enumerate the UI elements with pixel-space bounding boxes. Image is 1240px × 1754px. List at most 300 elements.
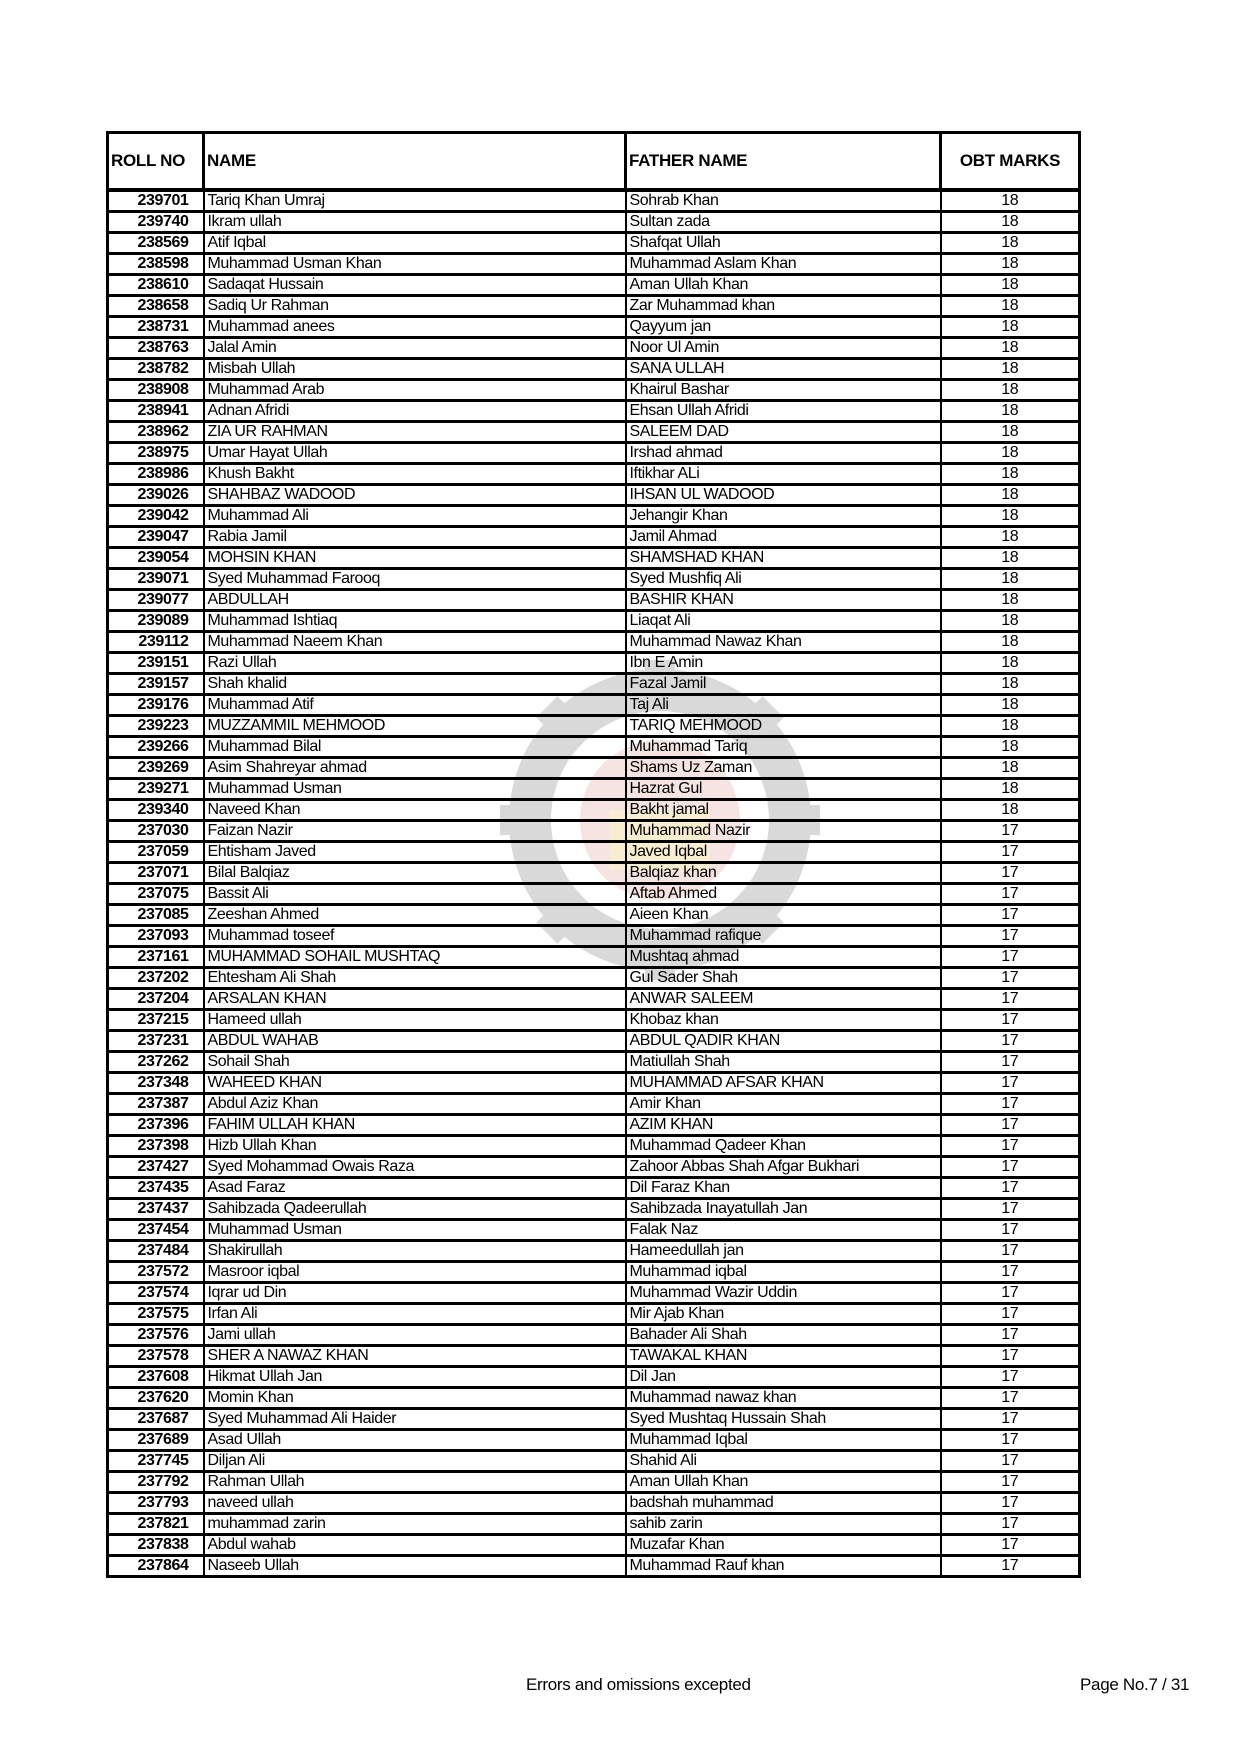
table-row	[108, 1472, 1080, 1493]
roll-no-cell: 237231	[108, 1031, 204, 1052]
father-name-cell: Balqiaz khan	[626, 863, 941, 884]
name-cell: Tariq Khan Umraj	[204, 190, 626, 212]
name-cell: Hameed ullah	[204, 1010, 626, 1031]
obt-marks-cell: 17	[941, 968, 1080, 989]
table-header-row	[108, 133, 1080, 191]
name-cell: Atif Iqbal	[204, 233, 626, 254]
obt-marks-cell: 18	[941, 296, 1080, 317]
name-cell: Syed Muhammad Ali Haider	[204, 1409, 626, 1430]
table-row	[108, 758, 1080, 779]
table-row	[108, 1367, 1080, 1388]
name-cell: Ikram ullah	[204, 212, 626, 233]
name-cell: Shah khalid	[204, 674, 626, 695]
name-cell: Syed Muhammad Farooq	[204, 569, 626, 590]
name-cell: Muhammad Arab	[204, 380, 626, 401]
table-row	[108, 1199, 1080, 1220]
table-row	[108, 695, 1080, 716]
roll-no-cell: 237348	[108, 1073, 204, 1094]
obt-marks-cell: 17	[941, 884, 1080, 905]
name-cell: Rahman Ullah	[204, 1472, 626, 1493]
obt-marks-cell: 18	[941, 674, 1080, 695]
roll-no-cell: 238731	[108, 317, 204, 338]
roll-no-cell: 239047	[108, 527, 204, 548]
obt-marks-cell: 18	[941, 359, 1080, 380]
father-name-cell: Gul Sader Shah	[626, 968, 941, 989]
name-cell: Hikmat Ullah Jan	[204, 1367, 626, 1388]
obt-marks-cell: 18	[941, 317, 1080, 338]
table-row	[108, 1178, 1080, 1199]
obt-marks-cell: 17	[941, 1283, 1080, 1304]
father-name-cell: Muhammad Rauf khan	[626, 1556, 941, 1577]
table-row	[108, 1409, 1080, 1430]
name-cell: ARSALAN KHAN	[204, 989, 626, 1010]
obt-marks-cell: 17	[941, 1451, 1080, 1472]
roll-no-cell: 237215	[108, 1010, 204, 1031]
father-name-cell: Taj Ali	[626, 695, 941, 716]
father-name-cell: IHSAN UL WADOOD	[626, 485, 941, 506]
obt-marks-cell: 17	[941, 1430, 1080, 1451]
obt-marks-cell: 17	[941, 1325, 1080, 1346]
obt-marks-cell: 18	[941, 590, 1080, 611]
table-row	[108, 1220, 1080, 1241]
name-cell: Syed Mohammad Owais Raza	[204, 1157, 626, 1178]
table-row	[108, 1136, 1080, 1157]
father-name-cell: badshah muhammad	[626, 1493, 941, 1514]
name-cell: Diljan Ali	[204, 1451, 626, 1472]
table-row	[108, 443, 1080, 464]
father-name-cell: Muhammad rafique	[626, 926, 941, 947]
father-name-cell: Fazal Jamil	[626, 674, 941, 695]
obt-marks-cell: 17	[941, 947, 1080, 968]
father-name-cell: Aman Ullah Khan	[626, 275, 941, 296]
obt-marks-cell: 18	[941, 380, 1080, 401]
roll-no-cell: 237620	[108, 1388, 204, 1409]
table-row	[108, 1094, 1080, 1115]
roll-no-cell: 237454	[108, 1220, 204, 1241]
father-name-cell: Hazrat Gul	[626, 779, 941, 800]
table-row	[108, 1388, 1080, 1409]
roll-no-cell: 237572	[108, 1262, 204, 1283]
roll-no-cell: 239071	[108, 569, 204, 590]
table-row	[108, 1325, 1080, 1346]
name-cell: Muhammad Usman	[204, 779, 626, 800]
father-name-cell: Mir Ajab Khan	[626, 1304, 941, 1325]
roll-no-cell: 239157	[108, 674, 204, 695]
roll-no-cell: 237484	[108, 1241, 204, 1262]
table-row	[108, 1115, 1080, 1136]
table-row	[108, 1241, 1080, 1262]
obt-marks-cell: 17	[941, 989, 1080, 1010]
name-cell: Muhammad Bilal	[204, 737, 626, 758]
father-name-cell: Aman Ullah Khan	[626, 1472, 941, 1493]
roll-no-cell: 237396	[108, 1115, 204, 1136]
father-name-cell: Muhammad Wazir Uddin	[626, 1283, 941, 1304]
table-row	[108, 968, 1080, 989]
obt-marks-cell: 17	[941, 1052, 1080, 1073]
father-name-cell: Muhammad nawaz khan	[626, 1388, 941, 1409]
father-name-cell: Javed Iqbal	[626, 842, 941, 863]
father-name-cell: Muhammad Aslam Khan	[626, 254, 941, 275]
father-name-cell: ANWAR SALEEM	[626, 989, 941, 1010]
roll-no-cell: 238598	[108, 254, 204, 275]
obt-marks-cell: 18	[941, 422, 1080, 443]
obt-marks-cell: 17	[941, 842, 1080, 863]
father-name-cell: Muhammad iqbal	[626, 1262, 941, 1283]
roll-no-cell: 237262	[108, 1052, 204, 1073]
obt-marks-cell: 17	[941, 1514, 1080, 1535]
name-cell: Asad Faraz	[204, 1178, 626, 1199]
table-row	[108, 548, 1080, 569]
table-row	[108, 1031, 1080, 1052]
name-cell: Faizan Nazir	[204, 821, 626, 842]
father-name-cell: Muhammad Nawaz Khan	[626, 632, 941, 653]
obt-marks-cell: 17	[941, 863, 1080, 884]
name-cell: Bilal Balqiaz	[204, 863, 626, 884]
table-row	[108, 1535, 1080, 1556]
obt-marks-cell: 18	[941, 611, 1080, 632]
roll-no-cell: 237576	[108, 1325, 204, 1346]
roll-no-cell: 238941	[108, 401, 204, 422]
table-row	[108, 190, 1080, 212]
table-row	[108, 821, 1080, 842]
father-name-cell: AZIM KHAN	[626, 1115, 941, 1136]
obt-marks-cell: 18	[941, 338, 1080, 359]
name-cell: Muhammad Ali	[204, 506, 626, 527]
table-row	[108, 632, 1080, 653]
obt-marks-cell: 17	[941, 1073, 1080, 1094]
father-name-cell: Mushtaq ahmad	[626, 947, 941, 968]
table-row	[108, 653, 1080, 674]
table-row	[108, 863, 1080, 884]
roll-no-cell: 238962	[108, 422, 204, 443]
header-roll-no: ROLL NO	[108, 133, 204, 191]
roll-no-cell: 238975	[108, 443, 204, 464]
table-row	[108, 737, 1080, 758]
table-row	[108, 1157, 1080, 1178]
roll-no-cell: 237793	[108, 1493, 204, 1514]
father-name-cell: Noor Ul Amin	[626, 338, 941, 359]
roll-no-cell: 237864	[108, 1556, 204, 1577]
father-name-cell: Hameedullah jan	[626, 1241, 941, 1262]
roll-no-cell: 239271	[108, 779, 204, 800]
roll-no-cell: 239054	[108, 548, 204, 569]
father-name-cell: Irshad ahmad	[626, 443, 941, 464]
table-row	[108, 1346, 1080, 1367]
roll-no-cell: 237202	[108, 968, 204, 989]
roll-no-cell: 239269	[108, 758, 204, 779]
roll-no-cell: 237575	[108, 1304, 204, 1325]
obt-marks-cell: 17	[941, 905, 1080, 926]
obt-marks-cell: 18	[941, 485, 1080, 506]
name-cell: Ehtisham Javed	[204, 842, 626, 863]
father-name-cell: Khairul Bashar	[626, 380, 941, 401]
roll-no-cell: 239266	[108, 737, 204, 758]
name-cell: Hizb Ullah Khan	[204, 1136, 626, 1157]
roll-no-cell: 239701	[108, 190, 204, 212]
table-row	[108, 527, 1080, 548]
table-row	[108, 380, 1080, 401]
obt-marks-cell: 18	[941, 233, 1080, 254]
obt-marks-cell: 17	[941, 1136, 1080, 1157]
father-name-cell: SALEEM DAD	[626, 422, 941, 443]
name-cell: Ehtesham Ali Shah	[204, 968, 626, 989]
obt-marks-cell: 17	[941, 1157, 1080, 1178]
father-name-cell: Liaqat Ali	[626, 611, 941, 632]
table-row	[108, 611, 1080, 632]
table-row	[108, 1430, 1080, 1451]
table-row	[108, 926, 1080, 947]
table-row	[108, 338, 1080, 359]
name-cell: Masroor iqbal	[204, 1262, 626, 1283]
obt-marks-cell: 18	[941, 527, 1080, 548]
table-row	[108, 779, 1080, 800]
name-cell: ABDUL WAHAB	[204, 1031, 626, 1052]
father-name-cell: Muhammad Iqbal	[626, 1430, 941, 1451]
roll-no-cell: 237608	[108, 1367, 204, 1388]
table-row	[108, 1262, 1080, 1283]
name-cell: Asad Ullah	[204, 1430, 626, 1451]
obt-marks-cell: 17	[941, 1220, 1080, 1241]
name-cell: Rabia Jamil	[204, 527, 626, 548]
roll-no-cell: 239340	[108, 800, 204, 821]
table-row	[108, 884, 1080, 905]
table-row	[108, 716, 1080, 737]
roll-no-cell: 239077	[108, 590, 204, 611]
father-name-cell: Shafqat Ullah	[626, 233, 941, 254]
roll-no-cell: 238610	[108, 275, 204, 296]
name-cell: MUHAMMAD SOHAIL MUSHTAQ	[204, 947, 626, 968]
father-name-cell: Khobaz khan	[626, 1010, 941, 1031]
name-cell: muhammad zarin	[204, 1514, 626, 1535]
footer-disclaimer: Errors and omissions excepted	[526, 1675, 751, 1694]
roll-no-cell: 237085	[108, 905, 204, 926]
roll-no-cell: 237821	[108, 1514, 204, 1535]
obt-marks-cell: 18	[941, 716, 1080, 737]
page-number: Page No.7 / 31	[1080, 1675, 1190, 1694]
name-cell: Bassit Ali	[204, 884, 626, 905]
father-name-cell: Bakht jamal	[626, 800, 941, 821]
father-name-cell: Muhammad Nazir	[626, 821, 941, 842]
name-cell: MUZZAMMIL MEHMOOD	[204, 716, 626, 737]
roll-no-cell: 237792	[108, 1472, 204, 1493]
name-cell: Abdul wahab	[204, 1535, 626, 1556]
table-row	[108, 989, 1080, 1010]
results-table	[106, 131, 1081, 1578]
name-cell: Sahibzada Qadeerullah	[204, 1199, 626, 1220]
table-row	[108, 1073, 1080, 1094]
roll-no-cell: 238763	[108, 338, 204, 359]
obt-marks-cell: 18	[941, 695, 1080, 716]
table-row	[108, 1283, 1080, 1304]
obt-marks-cell: 17	[941, 1556, 1080, 1577]
obt-marks-cell: 18	[941, 548, 1080, 569]
father-name-cell: Sohrab Khan	[626, 190, 941, 212]
name-cell: Jami ullah	[204, 1325, 626, 1346]
name-cell: Jalal Amin	[204, 338, 626, 359]
name-cell: Umar Hayat Ullah	[204, 443, 626, 464]
roll-no-cell: 237838	[108, 1535, 204, 1556]
obt-marks-cell: 17	[941, 1367, 1080, 1388]
table-row	[108, 422, 1080, 443]
name-cell: Iqrar ud Din	[204, 1283, 626, 1304]
name-cell: ZIA UR RAHMAN	[204, 422, 626, 443]
roll-no-cell: 237075	[108, 884, 204, 905]
obt-marks-cell: 18	[941, 779, 1080, 800]
father-name-cell: Dil Jan	[626, 1367, 941, 1388]
name-cell: Zeeshan Ahmed	[204, 905, 626, 926]
roll-no-cell: 237435	[108, 1178, 204, 1199]
table-row	[108, 1010, 1080, 1031]
obt-marks-cell: 18	[941, 275, 1080, 296]
father-name-cell: Amir Khan	[626, 1094, 941, 1115]
roll-no-cell: 237059	[108, 842, 204, 863]
obt-marks-cell: 18	[941, 443, 1080, 464]
roll-no-cell: 238658	[108, 296, 204, 317]
table-row	[108, 590, 1080, 611]
obt-marks-cell: 17	[941, 1409, 1080, 1430]
table-row	[108, 275, 1080, 296]
roll-no-cell: 238569	[108, 233, 204, 254]
obt-marks-cell: 18	[941, 190, 1080, 212]
table-row	[108, 1304, 1080, 1325]
name-cell: Abdul Aziz Khan	[204, 1094, 626, 1115]
father-name-cell: BASHIR KHAN	[626, 590, 941, 611]
roll-no-cell: 237387	[108, 1094, 204, 1115]
father-name-cell: SANA ULLAH	[626, 359, 941, 380]
name-cell: Asim Shahreyar ahmad	[204, 758, 626, 779]
father-name-cell: TARIQ MEHMOOD	[626, 716, 941, 737]
obt-marks-cell: 17	[941, 1241, 1080, 1262]
obt-marks-cell: 18	[941, 653, 1080, 674]
obt-marks-cell: 18	[941, 254, 1080, 275]
roll-no-cell: 238782	[108, 359, 204, 380]
name-cell: Sadiq Ur Rahman	[204, 296, 626, 317]
name-cell: Sohail Shah	[204, 1052, 626, 1073]
father-name-cell: SHAMSHAD KHAN	[626, 548, 941, 569]
name-cell: Muhammad toseef	[204, 926, 626, 947]
obt-marks-cell: 17	[941, 1094, 1080, 1115]
father-name-cell: Sultan zada	[626, 212, 941, 233]
obt-marks-cell: 18	[941, 401, 1080, 422]
name-cell: Naseeb Ullah	[204, 1556, 626, 1577]
table-row	[108, 947, 1080, 968]
table-row	[108, 401, 1080, 422]
father-name-cell: Sahibzada Inayatullah Jan	[626, 1199, 941, 1220]
name-cell: Irfan Ali	[204, 1304, 626, 1325]
father-name-cell: Shahid Ali	[626, 1451, 941, 1472]
table-row	[108, 1556, 1080, 1577]
table-row	[108, 485, 1080, 506]
father-name-cell: Muhammad Qadeer Khan	[626, 1136, 941, 1157]
obt-marks-cell: 17	[941, 1388, 1080, 1409]
name-cell: Muhammad anees	[204, 317, 626, 338]
name-cell: Khush Bakht	[204, 464, 626, 485]
obt-marks-cell: 18	[941, 506, 1080, 527]
obt-marks-cell: 17	[941, 1115, 1080, 1136]
obt-marks-cell: 17	[941, 1262, 1080, 1283]
name-cell: ABDULLAH	[204, 590, 626, 611]
name-cell: Muhammad Usman Khan	[204, 254, 626, 275]
roll-no-cell: 239740	[108, 212, 204, 233]
father-name-cell: Falak Naz	[626, 1220, 941, 1241]
obt-marks-cell: 17	[941, 1010, 1080, 1031]
father-name-cell: ABDUL QADIR KHAN	[626, 1031, 941, 1052]
name-cell: FAHIM ULLAH KHAN	[204, 1115, 626, 1136]
father-name-cell: Jamil Ahmad	[626, 527, 941, 548]
table-row	[108, 506, 1080, 527]
obt-marks-cell: 17	[941, 926, 1080, 947]
roll-no-cell: 239089	[108, 611, 204, 632]
table-row	[108, 1514, 1080, 1535]
table-row	[108, 233, 1080, 254]
roll-no-cell: 237574	[108, 1283, 204, 1304]
obt-marks-cell: 18	[941, 632, 1080, 653]
name-cell: Momin Khan	[204, 1388, 626, 1409]
roll-no-cell: 237437	[108, 1199, 204, 1220]
roll-no-cell: 239042	[108, 506, 204, 527]
roll-no-cell: 237093	[108, 926, 204, 947]
table-row	[108, 464, 1080, 485]
roll-no-cell: 238986	[108, 464, 204, 485]
table-row	[108, 212, 1080, 233]
table-row	[108, 296, 1080, 317]
roll-no-cell: 237427	[108, 1157, 204, 1178]
table-row	[108, 1493, 1080, 1514]
obt-marks-cell: 17	[941, 1178, 1080, 1199]
table-row	[108, 1451, 1080, 1472]
father-name-cell: Ibn E Amin	[626, 653, 941, 674]
name-cell: Sadaqat Hussain	[204, 275, 626, 296]
name-cell: Adnan Afridi	[204, 401, 626, 422]
header-name: NAME	[204, 133, 626, 191]
name-cell: Naveed Khan	[204, 800, 626, 821]
father-name-cell: MUHAMMAD AFSAR KHAN	[626, 1073, 941, 1094]
obt-marks-cell: 18	[941, 464, 1080, 485]
father-name-cell: sahib zarin	[626, 1514, 941, 1535]
table-row	[108, 842, 1080, 863]
name-cell: MOHSIN KHAN	[204, 548, 626, 569]
name-cell: naveed ullah	[204, 1493, 626, 1514]
father-name-cell: Jehangir Khan	[626, 506, 941, 527]
obt-marks-cell: 18	[941, 212, 1080, 233]
obt-marks-cell: 17	[941, 1346, 1080, 1367]
name-cell: Muhammad Ishtiaq	[204, 611, 626, 632]
father-name-cell: TAWAKAL KHAN	[626, 1346, 941, 1367]
roll-no-cell: 239176	[108, 695, 204, 716]
name-cell: Misbah Ullah	[204, 359, 626, 380]
name-cell: Shakirullah	[204, 1241, 626, 1262]
roll-no-cell: 239112	[108, 632, 204, 653]
table-row	[108, 905, 1080, 926]
name-cell: Muhammad Usman	[204, 1220, 626, 1241]
table-row	[108, 569, 1080, 590]
father-name-cell: Aftab Ahmed	[626, 884, 941, 905]
roll-no-cell: 237745	[108, 1451, 204, 1472]
father-name-cell: Zahoor Abbas Shah Afgar Bukhari	[626, 1157, 941, 1178]
obt-marks-cell: 18	[941, 737, 1080, 758]
father-name-cell: Qayyum jan	[626, 317, 941, 338]
table-row	[108, 254, 1080, 275]
header-obt-marks: OBT MARKS	[941, 133, 1080, 191]
obt-marks-cell: 17	[941, 1472, 1080, 1493]
roll-no-cell: 237071	[108, 863, 204, 884]
roll-no-cell: 237687	[108, 1409, 204, 1430]
table-row	[108, 1052, 1080, 1073]
roll-no-cell: 239151	[108, 653, 204, 674]
obt-marks-cell: 18	[941, 569, 1080, 590]
name-cell: Muhammad Atif	[204, 695, 626, 716]
roll-no-cell: 237030	[108, 821, 204, 842]
